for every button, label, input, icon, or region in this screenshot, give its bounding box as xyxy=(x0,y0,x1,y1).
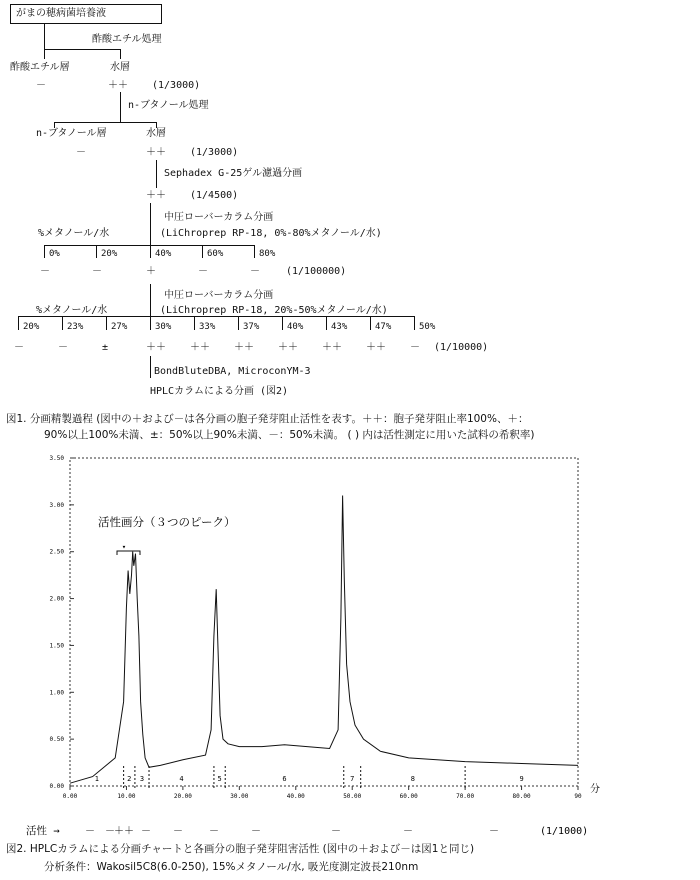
step-mplc-1-detail: (LiChroprep RP-18, 0%-80%メタノール/水) xyxy=(160,228,382,239)
activity-mark: － xyxy=(403,826,413,837)
activity-mark: ＋＋ xyxy=(146,190,166,201)
dilution-label: (1/3000) xyxy=(190,147,239,158)
plot-frame xyxy=(70,458,578,786)
x-tick-label: 10.00 xyxy=(117,793,136,800)
x-tick-label: 60.00 xyxy=(399,793,418,800)
activity-mark: － xyxy=(92,266,102,277)
connector xyxy=(44,23,45,49)
step-hplc: HPLCカラムによる分画 (図2) xyxy=(150,386,289,397)
fraction-number: 4 xyxy=(179,775,184,783)
activity-mark: － xyxy=(85,826,95,837)
fraction-percent: 20% xyxy=(101,249,118,259)
activity-mark: ＋＋ xyxy=(366,342,386,353)
fraction-percent: 60% xyxy=(207,249,224,259)
figure2-caption-line2: 分析条件：Wakosil5C8(6.0-250), 15%メタノール/水, 吸光度測定波長210nm xyxy=(44,861,419,873)
activity-mark: － xyxy=(331,826,341,837)
fraction-number: 7 xyxy=(350,775,355,783)
fraction-percent: 37% xyxy=(243,322,260,332)
y-tick-label: 3.50 xyxy=(49,455,64,462)
figure1-caption-line1: 図1. 分画精製過程 (図中の＋および－は各分画の胞子発芽阻止活性を表す。＋＋：胞子発芽阻止率100%、＋： xyxy=(6,413,529,425)
activity-mark: － xyxy=(58,342,68,353)
activity-mark: － xyxy=(36,80,46,91)
connector xyxy=(120,49,121,59)
y-tick-label: 1.00 xyxy=(49,689,64,697)
x-tick-label: 40.00 xyxy=(286,793,305,800)
bracket-arrow: ▾ xyxy=(121,543,127,551)
fraction-tick xyxy=(282,316,283,330)
activity-mark: － xyxy=(141,826,151,837)
fraction-percent: 27% xyxy=(111,322,128,332)
butanol-layer: n-ブタノール層 xyxy=(36,128,107,139)
fraction-number: 5 xyxy=(217,775,222,783)
hplc-chromatogram xyxy=(0,450,700,850)
fraction-percent: 40% xyxy=(287,322,304,332)
dilution-label: (1/10000) xyxy=(434,342,489,353)
fraction-percent: 80% xyxy=(259,249,276,259)
activity-mark: ＋＋ xyxy=(146,342,166,353)
fraction-percent: 33% xyxy=(199,322,216,332)
activity-mark: － xyxy=(105,826,115,837)
fraction-number: 9 xyxy=(519,775,524,783)
active-fraction-annotation: 活性画分（３つのピーク） xyxy=(98,515,236,529)
ethyl-acetate-layer: 酢酸エチル層 xyxy=(10,62,70,73)
step-ethyl-acetate: 酢酸エチル処理 xyxy=(92,34,162,45)
fraction-tick xyxy=(370,316,371,330)
y-tick-label: 1.50 xyxy=(49,642,64,650)
fraction-percent: 23% xyxy=(67,322,84,332)
fraction-tick xyxy=(96,245,97,258)
connector xyxy=(150,203,151,245)
x-tick-label: 0.00 xyxy=(62,793,78,800)
activity-mark: － xyxy=(489,826,499,837)
fraction-tick xyxy=(62,316,63,330)
activity-mark: ＋＋ xyxy=(146,147,166,158)
y-tick-label: 2.50 xyxy=(49,548,64,556)
x-tick-label: 30.00 xyxy=(230,793,249,800)
fraction-bar-1 xyxy=(44,245,254,246)
fraction-percent: 43% xyxy=(331,322,348,332)
y-tick-label: 3.00 xyxy=(49,501,64,509)
activity-mark: ± xyxy=(102,342,109,353)
x-tick-label: 90 xyxy=(574,793,582,800)
water-layer-2: 水層 xyxy=(146,128,166,139)
fraction-number: 6 xyxy=(282,775,287,783)
y-tick-label: 0.50 xyxy=(49,736,64,744)
activity-mark: ＋＋ xyxy=(114,826,134,837)
step-mplc-2: 中圧ローバーカラム分画 xyxy=(164,290,274,301)
step-mplc-2-detail: (LiChroprep RP-18, 20%-50%メタノール/水) xyxy=(160,305,388,316)
activity-mark: － xyxy=(14,342,24,353)
activity-mark: － xyxy=(198,266,208,277)
connector xyxy=(54,122,156,123)
activity-mark: ＋＋ xyxy=(278,342,298,353)
dilution-label: (1/100000) xyxy=(286,266,347,277)
root-label: がまの穂病菌培養液 xyxy=(16,8,106,19)
fraction-tick xyxy=(194,316,195,330)
activity-mark: － xyxy=(209,826,219,837)
y-tick-label: 0.00 xyxy=(49,783,64,790)
dilution-label: (1/3000) xyxy=(152,80,201,91)
fraction-number: 1 xyxy=(94,775,99,783)
fraction-tick xyxy=(150,316,151,330)
fraction-tick xyxy=(106,316,107,330)
step-ultrafiltration: BondBluteDBA, MicroconYM-3 xyxy=(154,366,311,377)
fraction-percent: 50% xyxy=(419,322,436,332)
fraction-percent: 20% xyxy=(23,322,40,332)
figure2-caption-line1: 図2. HPLCカラムによる分画チャートと各画分の胞子発芽阻害活性 (図中の＋および－は図1と同じ) xyxy=(6,843,475,855)
fraction-percent: 30% xyxy=(155,322,172,332)
fraction-percent: 0% xyxy=(49,249,60,259)
time-unit-label: 分 xyxy=(590,784,600,795)
fraction-tick xyxy=(238,316,239,330)
activity-mark: － xyxy=(76,147,86,158)
x-tick-label: 20.00 xyxy=(173,793,192,800)
activity-mark: ＋＋ xyxy=(234,342,254,353)
connector xyxy=(156,160,157,188)
figure1-caption-line2: 90%以上100%未満、±：50%以上90%未満、－：50%未満。 ( ) 内は活性測定に用いた試料の希釈率) xyxy=(44,429,535,441)
connector xyxy=(44,49,45,59)
methanol-label-2: %メタノール/水 xyxy=(36,305,108,316)
water-layer-1: 水層 xyxy=(110,62,130,73)
fraction-tick xyxy=(44,245,45,258)
fraction-tick xyxy=(18,316,19,330)
fraction-tick xyxy=(254,245,255,258)
fraction-number: 3 xyxy=(139,775,145,783)
fraction-percent: 40% xyxy=(155,249,172,259)
connector xyxy=(150,356,151,378)
fraction-number: 8 xyxy=(410,775,416,783)
connector xyxy=(120,92,121,122)
activity-mark: － xyxy=(40,266,50,277)
fraction-tick xyxy=(150,245,151,258)
step-mplc-1: 中圧ローバーカラム分画 xyxy=(164,212,274,223)
x-tick-label: 70.00 xyxy=(456,793,475,800)
y-tick-label: 2.00 xyxy=(49,595,64,603)
activity-dilution: (1/1000) xyxy=(540,826,589,837)
connector xyxy=(150,284,151,316)
activity-mark: － xyxy=(410,342,420,353)
fraction-tick xyxy=(414,316,415,330)
x-tick-label: 50.00 xyxy=(343,793,362,800)
activity-mark: ＋＋ xyxy=(190,342,210,353)
chromatogram-trace xyxy=(70,496,578,784)
dilution-label: (1/4500) xyxy=(190,190,239,201)
fraction-number: 2 xyxy=(127,775,132,783)
activity-mark: － xyxy=(250,266,260,277)
active-fraction-bracket xyxy=(117,551,140,555)
activity-mark: － xyxy=(251,826,261,837)
step-sephadex: Sephadex G-25ゲル濾過分画 xyxy=(164,168,303,179)
step-butanol: n-ブタノール処理 xyxy=(128,100,209,111)
activity-mark: ＋＋ xyxy=(108,80,128,91)
connector xyxy=(44,49,120,50)
activity-mark: ＋＋ xyxy=(322,342,342,353)
activity-mark: － xyxy=(173,826,183,837)
fraction-tick xyxy=(326,316,327,330)
activity-row-label: 活性 → xyxy=(26,825,60,837)
fraction-percent: 47% xyxy=(375,322,392,332)
methanol-label-1: %メタノール/水 xyxy=(38,228,110,239)
fraction-tick xyxy=(202,245,203,258)
fraction-bar-2 xyxy=(18,316,414,317)
x-tick-label: 80.00 xyxy=(512,793,531,800)
activity-mark: ＋ xyxy=(146,266,156,277)
